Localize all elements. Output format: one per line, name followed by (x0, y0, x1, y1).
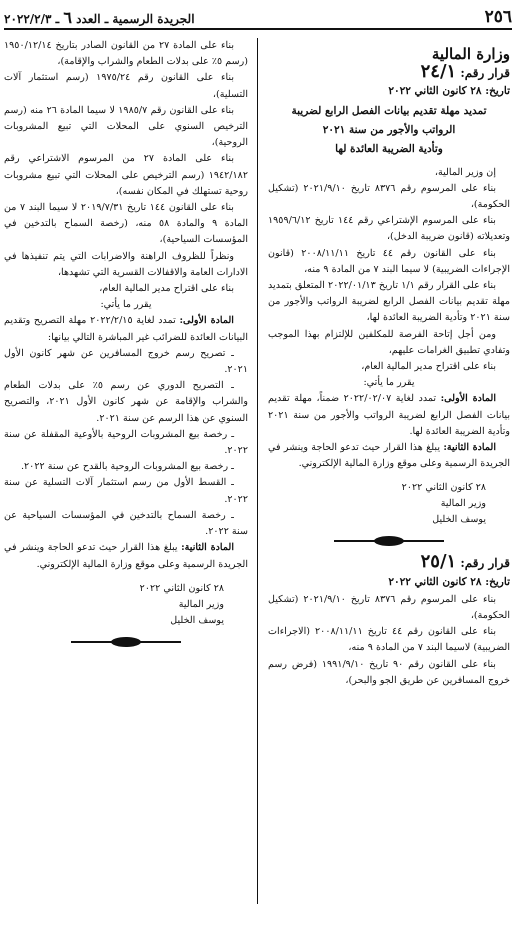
signature-name: يوسف الخليل (432, 514, 486, 526)
subject-line: الرواتب والأجور من سنة ٢٠٢١ (322, 123, 456, 136)
article-1-text: تمدد لغاية ٢٠٢٢/٢/١٥ مهلة التصريح وتقديم البيانات العائدة للضرائب غير المباشرة التالي بيانها: (4, 315, 248, 343)
decision-2-heading (268, 551, 510, 573)
subject-line: تمديد مهلة تقديم بيانات الفصل الرابع لضريبة (291, 104, 487, 117)
recital: ومن أجل إتاحة الفرصة للمكلفين للإلتزام بهذا الموجب وتفادي تطبيق الغرامات عليهم، (268, 328, 510, 356)
decision-1-number: ٢٤/١ (420, 61, 457, 83)
section-ornament (4, 637, 248, 647)
article-2-text: يبلغ هذا القرار حيث تدعو الحاجة وينشر في الجريدة الرسمية وعلى موقع وزارة المالية الإلكتروني. (4, 542, 248, 570)
page-number: ٢٥٦ (484, 7, 512, 27)
list-item: ـ رخصة بيع المشروبات الروحية بالقدح عن سنة ٢٠٢٢. (20, 461, 234, 473)
recital: بناء على المرسوم الإشتراعي رقم ١٤٤ تاريخ ١٩٥٩/٦/١٢ وتعديلاته (قانون ضريبة الدخل)، (268, 215, 510, 243)
signature-date: ٢٨ كانون الثاني ٢٠٢٢ (401, 482, 486, 494)
article-1-title: المادة الأولى: (440, 393, 496, 405)
signature-name: يوسف الخليل (170, 614, 224, 626)
gazette-title (4, 8, 195, 27)
article-1 (268, 391, 510, 440)
decision-2-label: قرار رقم: (460, 556, 510, 571)
recital: بناء على المادة ٢٧ من المرسوم الاشتراعي رقم ١٩٤٢/١٨٢ (رسم الترخيص على المحلات التي تبيع مشروبات روحية تستهلك في المكان نفسه)، (4, 153, 248, 197)
issue-date: ـ ٢٠٢٢/٢/٣ (4, 11, 60, 26)
recital: بناء على القانون رقم ٩٠ تاريخ ١٩٩١/٩/١٠ (فرض رسم خروج المسافرين عن طريق الجو والبحر)، (268, 658, 510, 686)
gazette-name: الجريدة الرسمية ـ العدد (76, 11, 195, 26)
recital: بناء على القانون ١٤٤ تاريخ ٢٠١٩/٧/٣١ لا سيما البند ٧ من المادة ٩ والمادة ٥٨ منه، (رخصة السماح بالتدخين في المؤسسات السياحية)، (4, 202, 248, 246)
decision-1-heading (268, 61, 510, 83)
recital: بناء على اقتراح مدير المالية العام، (99, 283, 234, 295)
preamble: إن وزير المالية، (434, 166, 496, 178)
page-header (4, 6, 512, 30)
decision-1-label: قرار رقم: (460, 66, 510, 81)
subject-line: وتأدية الضريبة العائدة لها (335, 142, 443, 155)
ministry-heading: وزارة المالية (431, 45, 510, 63)
article-2 (268, 440, 510, 472)
recital: بناء على المرسوم رقم ٨٣٧٦ تاريخ ٢٠٢١/٩/١٠ (تشكيل الحكومة)، (268, 593, 510, 622)
recital: بناء على القانون رقم ٤٤ تاريخ ٢٠٠٨/١١/١١ (الاجراءات الضريبية) لاسيما البند ٧ من المادة ٩ منه، (268, 626, 510, 654)
decision-2-number: ٢٥/١ (420, 551, 457, 573)
recital: بناء على القانون رقم ١٩٨٥/٧ لا سيما المادة ٢٦ منه (رسم الترخيص السنوي على المحلات التي تبيع المشروبات الروحية)، (4, 104, 248, 149)
issue-number: ٦ (63, 7, 72, 27)
article-2-text: يبلغ هذا القرار حيث تدعو الحاجة وينشر في الجريدة الرسمية وعلى موقع وزارة المالية الإلكتروني. (268, 442, 510, 470)
recital: بناء على المرسوم رقم ٨٣٧٦ تاريخ ٢٠٢١/٩/١٠ (تشكيل الحكومة)، (268, 182, 510, 211)
list-item: ـ القسط الأول من رسم استثمار آلات التسلية عن سنة ٢٠٢٢. (4, 477, 248, 505)
article-2-title: المادة الثانية: (181, 542, 234, 554)
recital: بناء على القرار رقم ١/١ تاريخ ٢٠٢٢/٠١/١٣ المتعلق بتمديد مهلة تقديم بيانات الفصل الرابع لضريبة الرواتب والأجور من سنة ٢٠٢١ وتأدية الضريبة العائدة لها، (268, 280, 510, 324)
recital: بناء على القانون رقم ١٩٧٥/٢٤ (رسم استثمار آلات التسلية)، (4, 72, 248, 100)
article-2-title: المادة الثانية: (443, 442, 496, 454)
decides-line: يقرر ما يأتي: (100, 299, 152, 311)
article-1-title: المادة الأولى: (179, 315, 234, 327)
decision-2-date: تاريخ: ٢٨ كانون الثاني ٢٠٢٢ (388, 575, 510, 588)
recital: بناء على اقتراح مدير المالية العام، (361, 361, 496, 373)
article-1-text: تمدد لغاية ٢٠٢٢/٠٢/٠٧ ضمناً، مهلة تقديم بيانات الفصل الرابع لضريبة الرواتب والأجور من سنة ٢٠٢١ وتأدية الضريبة العائدة لها. (268, 393, 510, 437)
list-item: ـ رخصة السماح بالتدخين في المؤسسات السياحية عن سنة ٢٠٢٢. (4, 509, 248, 538)
section-ornament (268, 536, 510, 546)
right-column (268, 38, 510, 928)
list-item: ـ تصريح رسم خروج المسافرين عن شهر كانون الأول ٢٠٢١. (4, 347, 248, 376)
signature-title: وزير المالية (178, 598, 224, 610)
signature-title: وزير المالية (440, 498, 486, 510)
recital: ونظراً للظروف الراهنة والاضرابات التي يتم تنفيذها في الادارات العامة والاقفالات القسرية التي تشهدها، (4, 250, 248, 278)
signature-block (268, 480, 486, 528)
signature-block (4, 581, 224, 629)
list-item: ـ رخصة بيع المشروبات الروحية بالأوعية المقفلة عن سنة ٢٠٢٢. (4, 428, 248, 457)
signature-date: ٢٨ كانون الثاني ٢٠٢٢ (139, 582, 224, 594)
decision-1-subject (268, 102, 510, 159)
article-1 (4, 313, 248, 345)
recital: بناء على القانون رقم ٤٤ تاريخ ٢٠٠٨/١١/١١ (قانون الإجراءات الضريبية) لا سيما البند ٧ من المادة ٩ منه، (268, 247, 510, 275)
left-column (4, 38, 248, 928)
recital: بناء على المادة ٢٧ من القانون الصادر بتاريخ ١٩٥٠/١٢/١٤ (رسم ٥٪ على بدلات الطعام والشراب والإقامة)، (4, 40, 248, 68)
column-divider (257, 38, 258, 904)
list-item: ـ التصريح الدوري عن رسم ٥٪ على بدلات الطعام والشراب والإقامة عن شهر كانون الأول ٢٠٢١، والتصريح السنوي عن هذا الرسم عن سنة ٢٠٢١. (4, 380, 248, 424)
decides-line: يقرر ما يأتي: (363, 377, 415, 389)
decision-1-date: تاريخ: ٢٨ كانون الثاني ٢٠٢٢ (388, 85, 510, 98)
article-2 (4, 540, 248, 572)
